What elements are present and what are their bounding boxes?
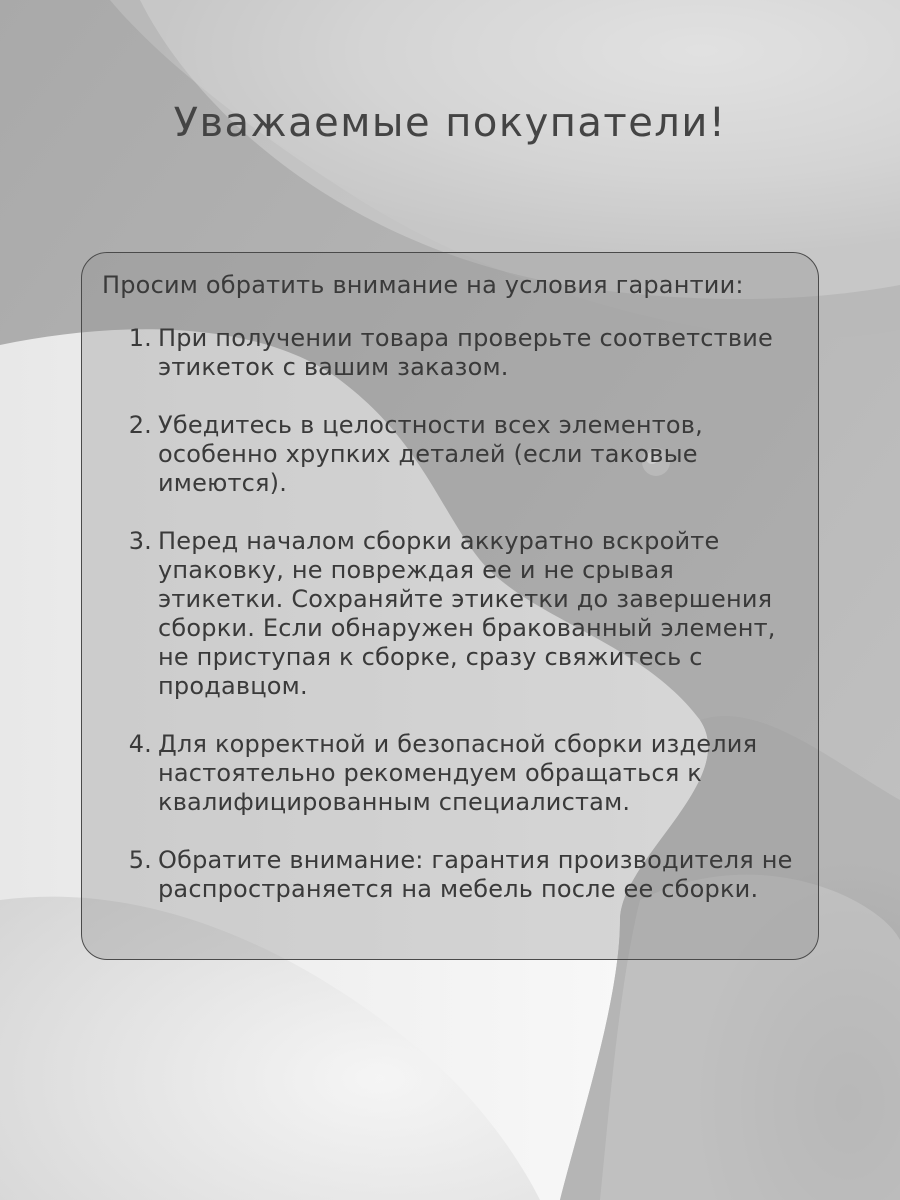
list-item: [102, 527, 798, 701]
list-item: [102, 411, 798, 498]
list-item-number: 3.: [128, 527, 152, 555]
list-item-text: Перед началом сборки аккуратно вскройте упаковку, не повреждая ее и не срывая этикетки. Сохраняйте этикетки до завершения сборки. Если обнаружен бракованный элемент, не приступая к сборке, сразу свяжитесь с продавцом.: [158, 527, 776, 700]
list-item-number: 1.: [128, 324, 152, 352]
warranty-notice-card: [81, 252, 819, 960]
warranty-terms-list: [102, 324, 798, 904]
list-item-number: 4.: [128, 730, 152, 758]
list-item-text: Убедитесь в целостности всех элементов, особенно хрупких деталей (если таковые имеются).: [158, 411, 703, 497]
list-item: [102, 730, 798, 817]
page-title: Уважаемые покупатели!: [173, 100, 727, 146]
list-item-text: Для корректной и безопасной сборки изделия настоятельно рекомендуем обращаться к квалифицированным специалистам.: [158, 730, 758, 816]
list-item-text: Обратите внимание: гарантия производителя не распространяется на мебель после ее сборки.: [158, 846, 793, 903]
notice-intro: Просим обратить внимание на условия гарантии:: [102, 271, 744, 299]
list-item: [102, 846, 798, 904]
list-item-number: 5.: [128, 846, 152, 874]
list-item-text: При получении товара проверьте соответствие этикеток с вашим заказом.: [158, 324, 773, 381]
list-item-number: 2.: [128, 411, 152, 439]
list-item: [102, 324, 798, 382]
